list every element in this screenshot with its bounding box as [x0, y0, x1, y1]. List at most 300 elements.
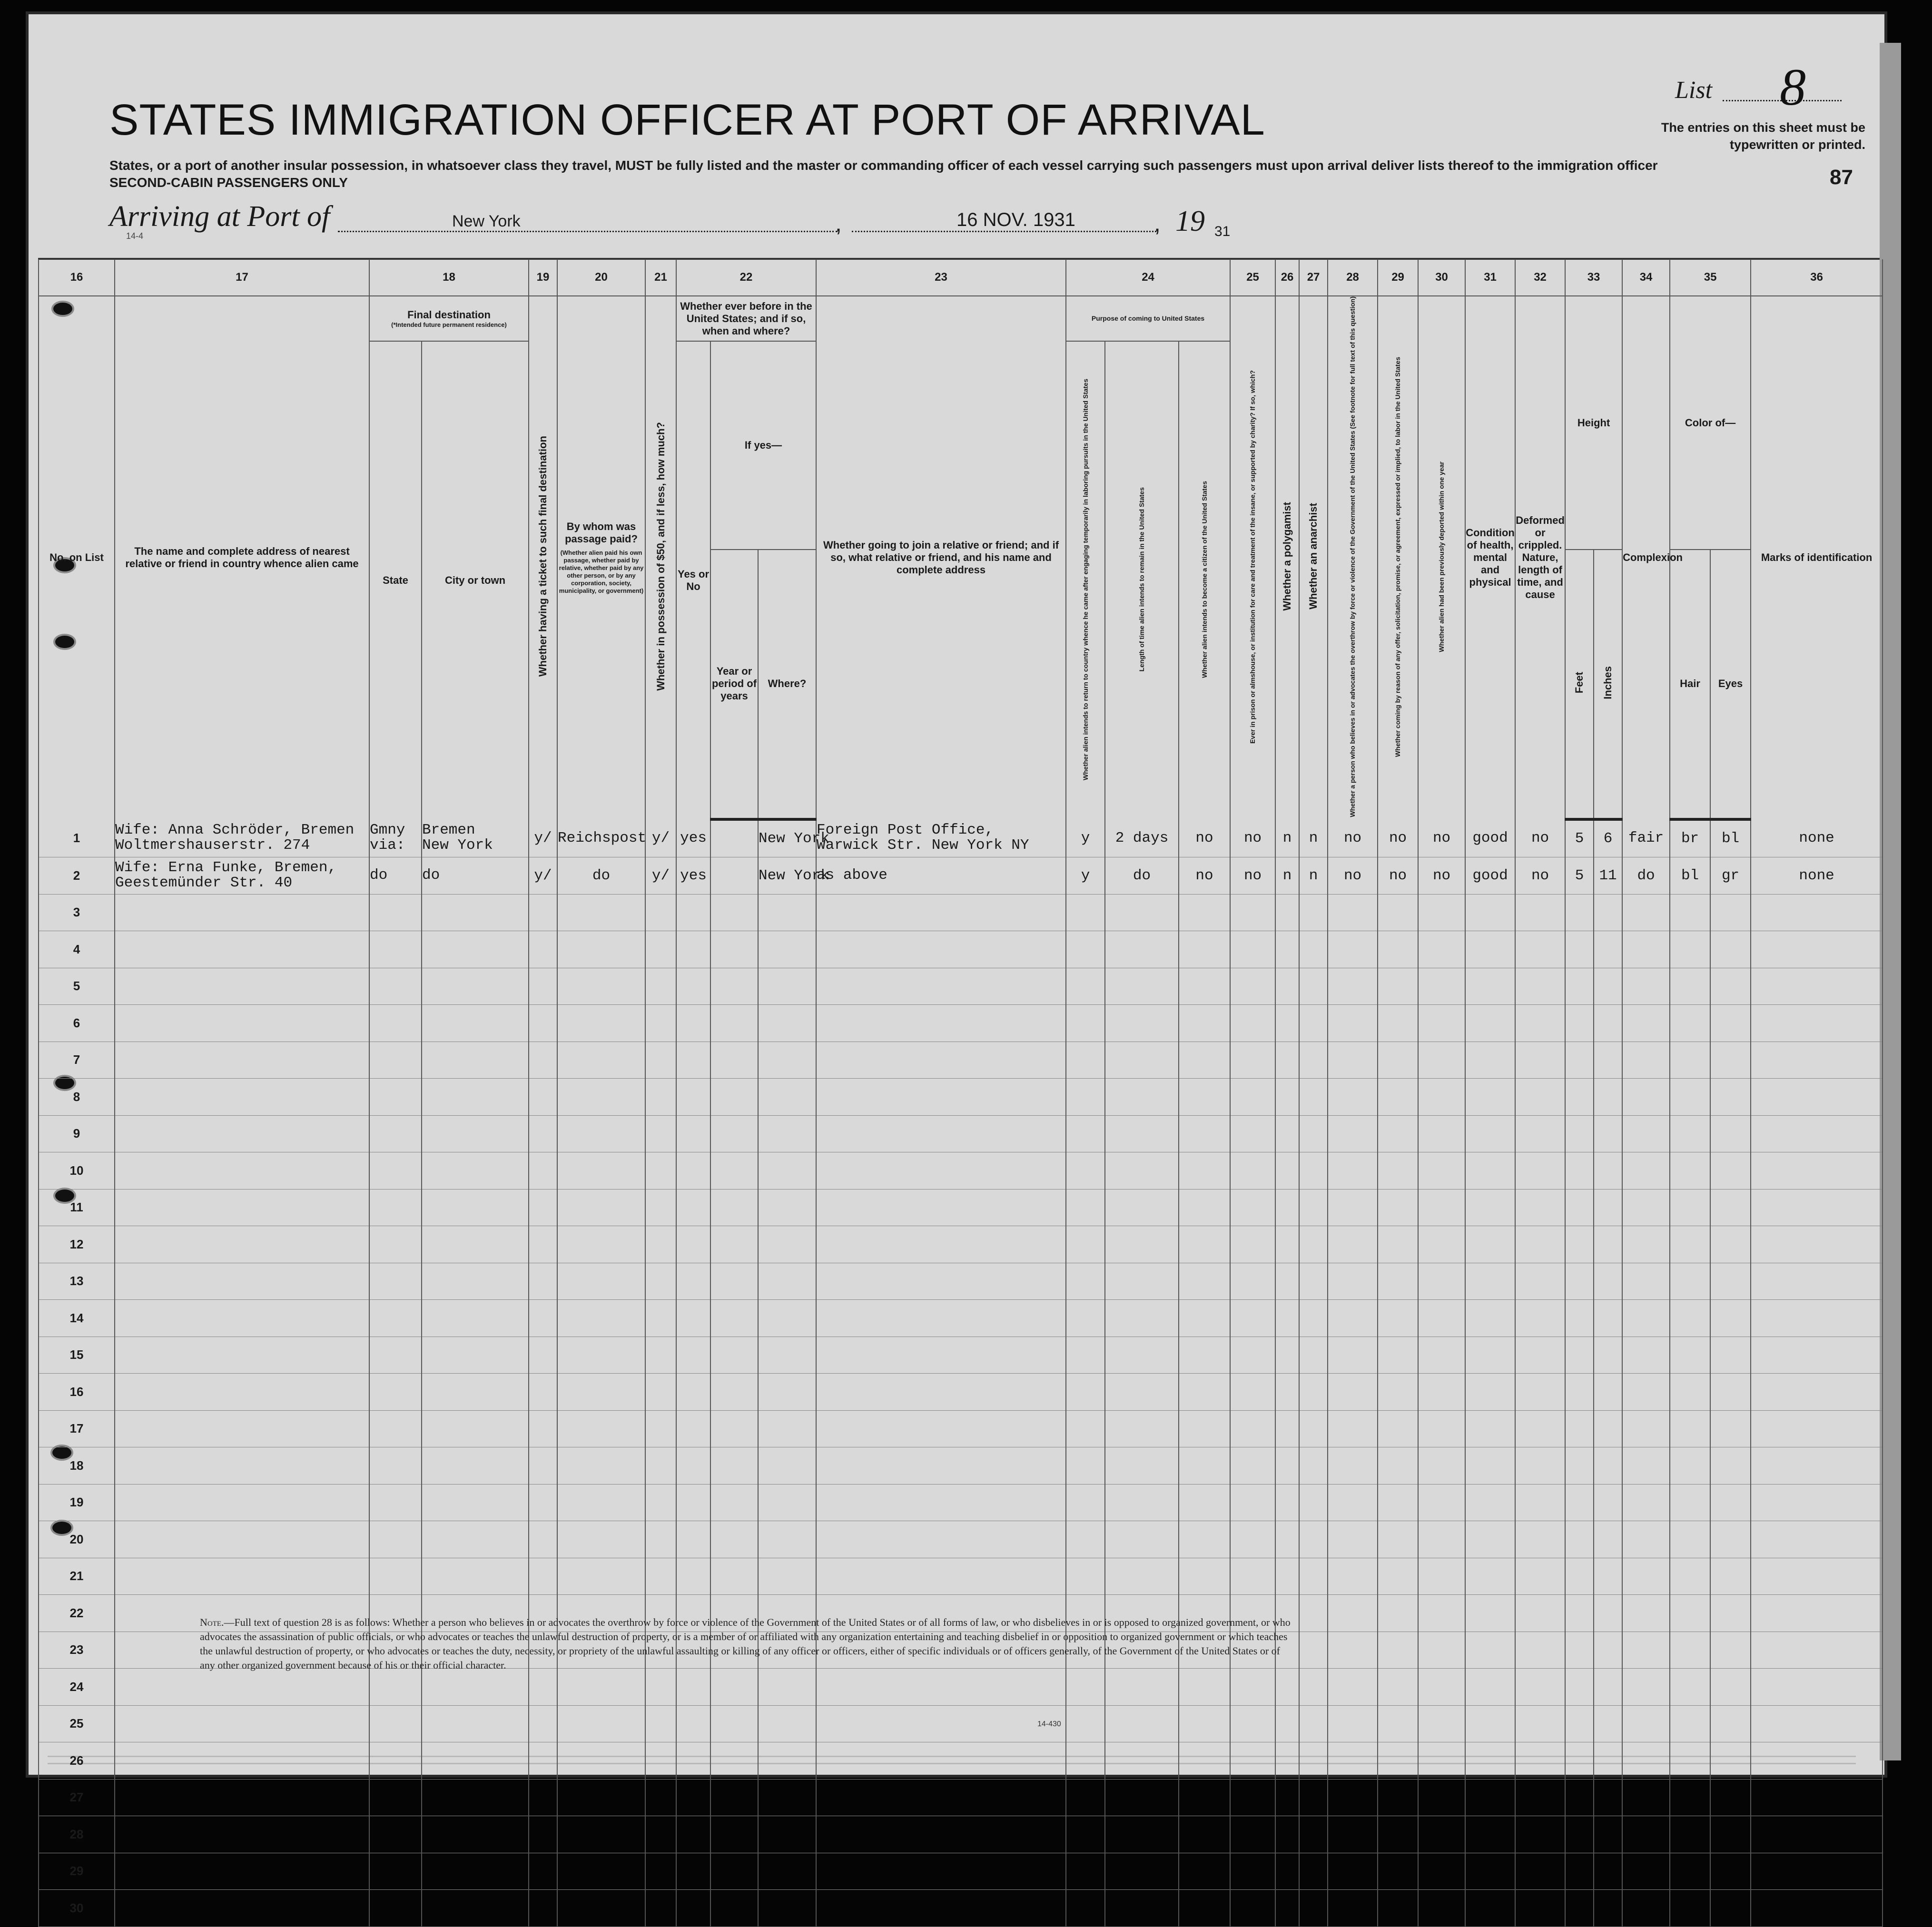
cell-hair — [1670, 1079, 1710, 1116]
cell-hair — [1670, 1558, 1710, 1595]
cell-before — [676, 1558, 710, 1595]
cell-hair — [1670, 1152, 1710, 1190]
cell-return — [1066, 1337, 1105, 1374]
cell-join — [816, 1374, 1066, 1411]
cell-anarchist — [1299, 1042, 1328, 1079]
cell-inches — [1594, 1447, 1622, 1485]
cell-inches — [1594, 1484, 1622, 1521]
cell-prison — [1230, 1115, 1275, 1152]
table-row — [39, 1042, 1883, 1079]
header-q28 — [1328, 296, 1378, 819]
row-number: 27 — [39, 1779, 115, 1816]
cell-marks — [1751, 1189, 1883, 1226]
cell-city — [422, 1226, 529, 1263]
cell-hair — [1670, 1484, 1710, 1521]
table-row — [39, 1337, 1883, 1374]
cell-deformed — [1515, 1337, 1565, 1374]
cell-polygamist — [1275, 1521, 1299, 1558]
cell-citizen — [1179, 1484, 1230, 1521]
cell-health — [1465, 1226, 1515, 1263]
cell-health — [1465, 1189, 1515, 1226]
cell-complexion — [1622, 1558, 1670, 1595]
cell-health — [1465, 1484, 1515, 1521]
cell-health — [1465, 1115, 1515, 1152]
cell-inches — [1594, 1705, 1622, 1742]
cell-prison: no — [1230, 819, 1275, 857]
cell-feet — [1565, 894, 1594, 931]
cell-marks — [1751, 1890, 1883, 1927]
cell-ticket — [529, 1853, 557, 1890]
cell-anarchist — [1299, 1632, 1328, 1669]
cell-where — [758, 1300, 816, 1337]
cell-q29 — [1378, 894, 1418, 931]
cell-return — [1066, 1042, 1105, 1079]
cell-feet — [1565, 1447, 1594, 1485]
cell-eyes — [1710, 1152, 1751, 1190]
cell-marks — [1751, 1853, 1883, 1890]
cell-q28 — [1328, 1152, 1378, 1190]
cell-ticket — [529, 1263, 557, 1300]
header-marks: Marks of identification — [1751, 296, 1883, 819]
table-row — [39, 1779, 1883, 1816]
cell-return — [1066, 1300, 1105, 1337]
cell-relative — [115, 1558, 369, 1595]
header-deformed: Deformed or crippled. Nature, length of time, and cause — [1515, 296, 1565, 819]
cell-paid-by: do — [557, 857, 645, 895]
cell-fifty — [645, 1079, 676, 1116]
cell-where — [758, 1005, 816, 1042]
cell-city — [422, 1079, 529, 1116]
row-number: 6 — [39, 1005, 115, 1042]
cell-length — [1105, 1853, 1179, 1890]
cell-eyes — [1710, 1558, 1751, 1595]
cell-q28 — [1328, 1189, 1378, 1226]
cell-marks — [1751, 1669, 1883, 1706]
cell-paid-by — [557, 968, 645, 1005]
cell-state — [369, 1115, 422, 1152]
cell-complexion — [1622, 1853, 1670, 1890]
cell-hair — [1670, 1042, 1710, 1079]
row-number: 25 — [39, 1705, 115, 1742]
cell-health — [1465, 1521, 1515, 1558]
cell-relative — [115, 1669, 369, 1706]
cell-relative — [115, 1742, 369, 1780]
cell-prison — [1230, 894, 1275, 931]
cell-q30 — [1418, 1890, 1465, 1927]
table-row — [39, 1558, 1883, 1595]
table-row — [39, 894, 1883, 931]
cell-city — [422, 1521, 529, 1558]
cell-return — [1066, 1189, 1105, 1226]
cell-city — [422, 1115, 529, 1152]
cell-marks — [1751, 1705, 1883, 1742]
cell-paid-by — [557, 1742, 645, 1780]
cell-before — [676, 1005, 710, 1042]
cell-state — [369, 1042, 422, 1079]
cell-state — [369, 1226, 422, 1263]
header-q28-text: Whether a person who believes in or advocates the overthrow by force or violence of the Government of the United States (See footnote for full text of this question) — [1349, 296, 1357, 817]
row-number: 14 — [39, 1300, 115, 1337]
cell-return — [1066, 1890, 1105, 1927]
cell-return — [1066, 1484, 1105, 1521]
cell-join — [816, 968, 1066, 1005]
row-number: 23 — [39, 1632, 115, 1669]
cell-line: do — [370, 867, 388, 884]
cell-return — [1066, 1152, 1105, 1190]
footer-form-number: 14-430 — [1037, 1720, 1061, 1728]
cell-health: good — [1465, 819, 1515, 857]
cell-deformed — [1515, 1300, 1565, 1337]
cell-eyes — [1710, 1226, 1751, 1263]
cell-q28 — [1328, 1263, 1378, 1300]
cell-paid-by — [557, 1816, 645, 1853]
cell-return — [1066, 1374, 1105, 1411]
cell-health — [1465, 1042, 1515, 1079]
cell-q30 — [1418, 1669, 1465, 1706]
cell-ticket — [529, 1484, 557, 1521]
year-prefix: 19 — [1175, 205, 1205, 237]
cell-where — [758, 1410, 816, 1447]
header-nearest-relative: The name and complete address of nearest relative or friend in country whence alien came — [115, 296, 369, 819]
cell-q30 — [1418, 1558, 1465, 1595]
cell-q29 — [1378, 1779, 1418, 1816]
cell-city — [422, 1779, 529, 1816]
cell-q28: no — [1328, 819, 1378, 857]
cell-marks — [1751, 1005, 1883, 1042]
cell-deformed — [1515, 1005, 1565, 1042]
cell-where — [758, 1853, 816, 1890]
cell-inches — [1594, 1337, 1622, 1374]
cell-relative — [115, 968, 369, 1005]
cell-line: via: — [370, 837, 405, 854]
cell-q30 — [1418, 1263, 1465, 1300]
column-number: 22 — [676, 259, 816, 296]
table-row — [39, 1079, 1883, 1116]
cell-length — [1105, 1189, 1179, 1226]
cell-paid-by — [557, 1705, 645, 1742]
cell-relative — [115, 1521, 369, 1558]
cell-ticket — [529, 1189, 557, 1226]
cell-q29 — [1378, 1521, 1418, 1558]
cell-length — [1105, 1816, 1179, 1853]
cell-relative — [115, 1705, 369, 1742]
column-number: 36 — [1751, 259, 1883, 296]
cell-eyes — [1710, 1263, 1751, 1300]
cell-marks — [1751, 1447, 1883, 1485]
cell-q28 — [1328, 1779, 1378, 1816]
cell-complexion — [1622, 1115, 1670, 1152]
cell-fifty: y/ — [645, 819, 676, 857]
cell-deformed — [1515, 1152, 1565, 1190]
column-number: 35 — [1670, 259, 1751, 296]
cell-return — [1066, 931, 1105, 968]
cell-city — [422, 1410, 529, 1447]
cell-polygamist — [1275, 1484, 1299, 1521]
cell-before — [676, 1853, 710, 1890]
cell-q30 — [1418, 1705, 1465, 1742]
cell-feet — [1565, 1669, 1594, 1706]
cell-line: Bremen — [422, 822, 475, 839]
cell-feet — [1565, 1005, 1594, 1042]
header-height: Height — [1565, 296, 1622, 550]
cell-paid-by — [557, 1300, 645, 1337]
cell-feet — [1565, 1816, 1594, 1853]
cell-state — [369, 894, 422, 931]
table-row — [39, 1226, 1883, 1263]
cell-q30 — [1418, 1742, 1465, 1780]
header-anarchist-text: Whether an anarchist — [1307, 503, 1320, 610]
cell-before — [676, 1374, 710, 1411]
cell-marks: none — [1751, 819, 1883, 857]
cell-inches — [1594, 894, 1622, 931]
table-row — [39, 1447, 1883, 1485]
table-row — [39, 1484, 1883, 1521]
cell-join — [816, 1005, 1066, 1042]
cell-paid-by — [557, 931, 645, 968]
cell-join — [816, 1779, 1066, 1816]
header-eyes: Eyes — [1710, 550, 1751, 819]
cell-inches — [1594, 1079, 1622, 1116]
cell-inches — [1594, 1410, 1622, 1447]
cell-relative — [115, 1115, 369, 1152]
header-fifty-dollars — [645, 296, 676, 819]
cell-paid-by — [557, 1226, 645, 1263]
cell-health — [1465, 894, 1515, 931]
cell-join — [816, 1447, 1066, 1485]
cell-deformed: no — [1515, 819, 1565, 857]
cell-length — [1105, 1115, 1179, 1152]
cell-eyes — [1710, 1300, 1751, 1337]
cell-citizen: no — [1179, 819, 1230, 857]
cell-q28 — [1328, 1115, 1378, 1152]
cell-citizen — [1179, 1374, 1230, 1411]
cell-state — [369, 1669, 422, 1706]
cell-complexion — [1622, 1042, 1670, 1079]
cell-fifty — [645, 1447, 676, 1485]
cell-fifty — [645, 1005, 676, 1042]
cell-length — [1105, 1521, 1179, 1558]
cell-complexion — [1622, 1669, 1670, 1706]
cell-polygamist — [1275, 1079, 1299, 1116]
header-feet — [1565, 550, 1594, 819]
cell-marks — [1751, 1742, 1883, 1780]
cell-paid-by — [557, 1337, 645, 1374]
table-row — [39, 1189, 1883, 1226]
cell-length — [1105, 1079, 1179, 1116]
cell-anarchist — [1299, 1226, 1328, 1263]
cell-length — [1105, 1263, 1179, 1300]
cell-return: y — [1066, 819, 1105, 857]
cell-q30 — [1418, 1005, 1465, 1042]
cell-length — [1105, 1669, 1179, 1706]
cell-marks — [1751, 1300, 1883, 1337]
table-row — [39, 1705, 1883, 1742]
cell-health — [1465, 1263, 1515, 1300]
cell-polygamist: n — [1275, 857, 1299, 895]
list-number: 8 — [1780, 58, 1806, 116]
cell-join — [816, 1300, 1066, 1337]
column-number: 34 — [1622, 259, 1670, 296]
cell-marks — [1751, 1816, 1883, 1853]
header-purpose-return — [1066, 341, 1105, 819]
comma-mark: , — [835, 210, 842, 236]
header-q29-text: Whether coming by reason of any offer, solicitation, promise, or agreement, expressed or implied, to labor in the United States — [1394, 356, 1402, 757]
cell-deformed — [1515, 894, 1565, 931]
cell-period — [710, 1005, 758, 1042]
cell-period — [710, 1853, 758, 1890]
cell-ticket — [529, 1079, 557, 1116]
cell-polygamist — [1275, 931, 1299, 968]
cell-line: Gmny — [370, 822, 405, 839]
cell-marks: none — [1751, 857, 1883, 895]
cell-length — [1105, 1558, 1179, 1595]
cell-period — [710, 1079, 758, 1116]
cell-return — [1066, 1079, 1105, 1116]
cell-inches — [1594, 1115, 1622, 1152]
cell-state — [369, 1189, 422, 1226]
cell-city — [422, 1853, 529, 1890]
column-number: 27 — [1299, 259, 1328, 296]
cell-anarchist: n — [1299, 819, 1328, 857]
cell-inches — [1594, 1263, 1622, 1300]
cell-health — [1465, 1853, 1515, 1890]
cell-q29 — [1378, 1484, 1418, 1521]
cell-period — [710, 1669, 758, 1706]
cell-join — [816, 1853, 1066, 1890]
cell-feet — [1565, 931, 1594, 968]
cell-health — [1465, 1005, 1515, 1042]
cell-join — [816, 894, 1066, 931]
cell-hair: br — [1670, 819, 1710, 857]
cell-eyes — [1710, 1742, 1751, 1780]
cell-polygamist — [1275, 1890, 1299, 1927]
cell-q28 — [1328, 1374, 1378, 1411]
cell-feet — [1565, 1042, 1594, 1079]
cell-state — [369, 1447, 422, 1485]
cell-paid-by — [557, 1263, 645, 1300]
cell-feet — [1565, 1742, 1594, 1780]
cell-state — [369, 1705, 422, 1742]
cell-relative — [115, 1005, 369, 1042]
cell-q30 — [1418, 1337, 1465, 1374]
table-row — [39, 1263, 1883, 1300]
cell-q28 — [1328, 1005, 1378, 1042]
cell-health — [1465, 1632, 1515, 1669]
header-where: Where? — [758, 550, 816, 819]
cell-prison — [1230, 1447, 1275, 1485]
cell-before — [676, 1742, 710, 1780]
cell-inches — [1594, 1189, 1622, 1226]
cell-hair — [1670, 1779, 1710, 1816]
cell-ticket — [529, 1410, 557, 1447]
cell-join — [816, 1263, 1066, 1300]
cell-paid-by — [557, 1042, 645, 1079]
column-number: 26 — [1275, 259, 1299, 296]
cell-feet — [1565, 1189, 1594, 1226]
cell-length — [1105, 1705, 1179, 1742]
cell-ticket — [529, 1447, 557, 1485]
cell-join — [816, 931, 1066, 968]
row-number: 16 — [39, 1374, 115, 1411]
cell-relative — [115, 1152, 369, 1190]
cell-deformed — [1515, 1226, 1565, 1263]
cell-relative — [115, 1300, 369, 1337]
cell-city — [422, 857, 529, 895]
cell-before — [676, 1337, 710, 1374]
cell-health — [1465, 1742, 1515, 1780]
cell-feet — [1565, 1853, 1594, 1890]
cell-join — [816, 1669, 1066, 1706]
cell-eyes — [1710, 1595, 1751, 1632]
cell-period — [710, 1447, 758, 1485]
cell-fifty — [645, 894, 676, 931]
cell-return — [1066, 894, 1105, 931]
cell-eyes — [1710, 1079, 1751, 1116]
cell-fifty — [645, 1816, 676, 1853]
cell-length — [1105, 1410, 1179, 1447]
cell-feet — [1565, 1115, 1594, 1152]
cell-period — [710, 1779, 758, 1816]
cell-where — [758, 1816, 816, 1853]
row-number: 10 — [39, 1152, 115, 1190]
cell-city — [422, 1374, 529, 1411]
cell-state — [369, 1742, 422, 1780]
cell-ticket — [529, 1890, 557, 1927]
cell-polygamist — [1275, 1226, 1299, 1263]
cell-marks — [1751, 1337, 1883, 1374]
cell-feet — [1565, 1079, 1594, 1116]
cell-eyes: bl — [1710, 819, 1751, 857]
cell-q30 — [1418, 1189, 1465, 1226]
cell-relative — [115, 1890, 369, 1927]
cell-q28 — [1328, 1890, 1378, 1927]
cell-q29 — [1378, 1115, 1418, 1152]
cell-where — [758, 1079, 816, 1116]
cell-state — [369, 1890, 422, 1927]
cell-return — [1066, 1005, 1105, 1042]
cell-health — [1465, 1374, 1515, 1411]
cell-anarchist — [1299, 894, 1328, 931]
cell-join — [816, 1079, 1066, 1116]
row-number: 12 — [39, 1226, 115, 1263]
cell-line: Wife: Erna Funke, Bremen, — [115, 859, 337, 876]
cell-complexion — [1622, 1447, 1670, 1485]
table-row — [39, 1115, 1883, 1152]
cell-q28 — [1328, 1042, 1378, 1079]
cell-feet — [1565, 1779, 1594, 1816]
cell-relative — [115, 1779, 369, 1816]
cell-before — [676, 1521, 710, 1558]
cell-citizen — [1179, 1263, 1230, 1300]
cell-hair — [1670, 1189, 1710, 1226]
cell-state — [369, 968, 422, 1005]
cell-citizen — [1179, 1079, 1230, 1116]
cell-complexion — [1622, 1226, 1670, 1263]
cell-period — [710, 894, 758, 931]
cell-fifty — [645, 1115, 676, 1152]
cell-polygamist — [1275, 1337, 1299, 1374]
row-number: 1 — [39, 819, 115, 857]
cell-deformed — [1515, 1374, 1565, 1411]
header-city: City or town — [422, 341, 529, 819]
cell-health — [1465, 1079, 1515, 1116]
cell-where — [758, 1669, 816, 1706]
cell-feet — [1565, 1890, 1594, 1927]
cell-inches — [1594, 1558, 1622, 1595]
cell-hair — [1670, 1705, 1710, 1742]
cell-ticket — [529, 968, 557, 1005]
cell-polygamist — [1275, 1742, 1299, 1780]
